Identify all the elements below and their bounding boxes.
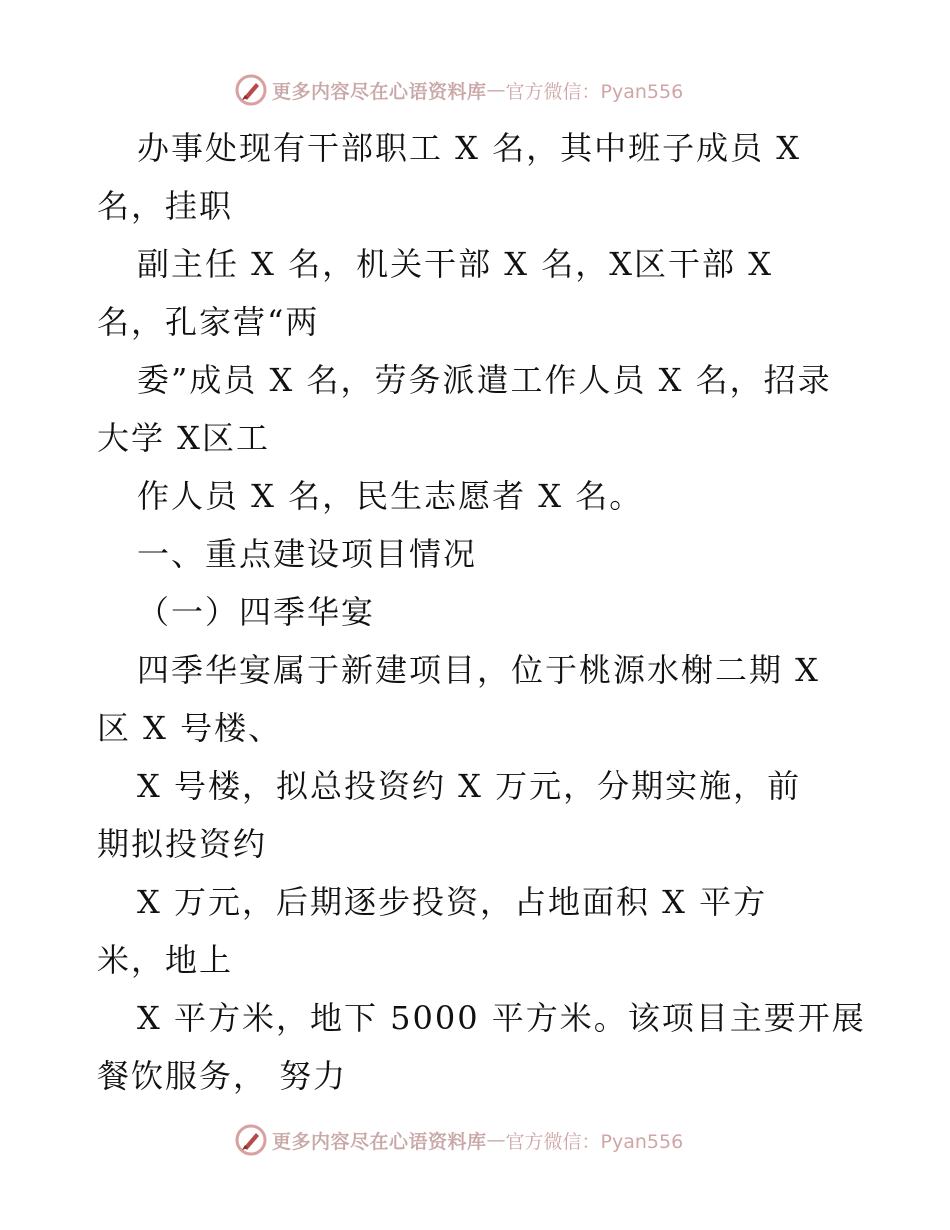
body-text-line: X 万元，后期逐步投资，占地面积 X 平方 [137, 883, 768, 921]
body-text-line: 餐饮服务， 努力 [97, 1057, 348, 1095]
body-text-line: X 平方米，地下 5000 平方米。该项目主要开展 [137, 999, 866, 1037]
body-text-line: 名，挂职 [97, 187, 234, 225]
pen-nib-circle-icon [234, 73, 268, 107]
subsection-heading: （一）四季华宴 [137, 593, 376, 631]
section-heading: 一、重点建设项目情况 [137, 535, 478, 573]
body-text-line: 委”成员 X 名，劳务派遣工作人员 X 名，招录 [137, 361, 832, 399]
body-text-line: 办事处现有干部职工 X 名，其中班子成员 X [137, 129, 802, 167]
pen-nib-circle-icon [234, 1123, 268, 1157]
banner-text: 更多内容尽在心语资料库 [272, 80, 487, 103]
body-text-line: 区 X 号楼、 [97, 709, 283, 747]
body-text-line: 副主任 X 名，机关干部 X 名，X区干部 X [137, 245, 773, 283]
body-text-line: X 号楼，拟总投资约 X 万元，分期实施，前 [137, 767, 802, 805]
banner-separator: — [486, 79, 506, 101]
body-text-line: 四季华宴属于新建项目，位于桃源水榭二期 X [137, 651, 820, 689]
banner-text: 更多内容尽在心语资料库 [272, 1130, 487, 1153]
header-watermark-banner [234, 72, 683, 108]
body-text-line: 米，地上 [97, 941, 234, 979]
banner-wechat: 官方微信：Pyan556 [505, 80, 684, 103]
banner-separator: — [486, 1129, 506, 1151]
body-text-line: 作人员 X 名，民生志愿者 X 名。 [137, 477, 644, 515]
body-text-line: 期拟投资约 [97, 825, 268, 863]
banner-wechat: 官方微信：Pyan556 [505, 1130, 684, 1153]
footer-watermark-banner [234, 1122, 683, 1158]
body-text-line: 大学 X区工 [97, 419, 270, 457]
body-text-line: 名，孔家营“两 [97, 303, 320, 341]
